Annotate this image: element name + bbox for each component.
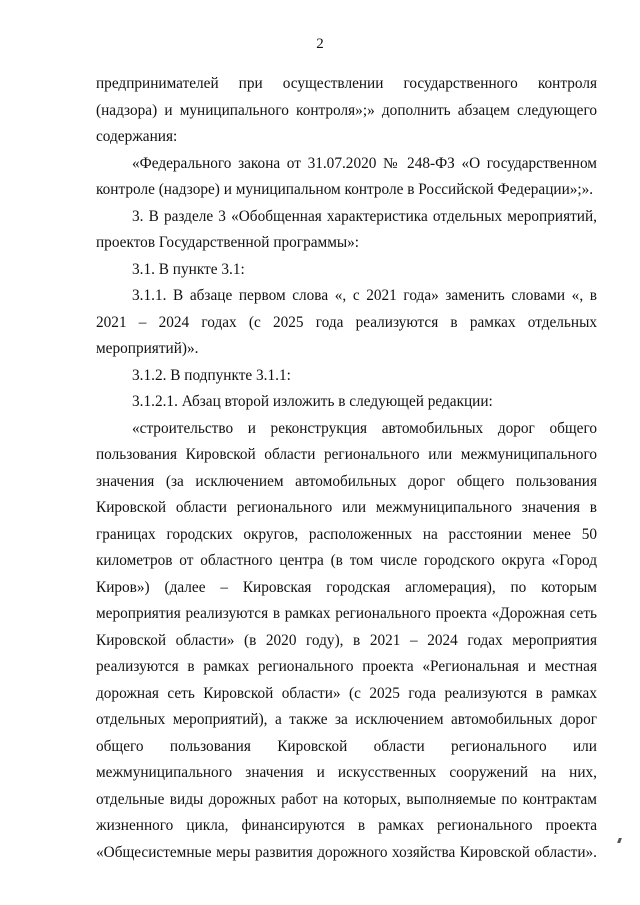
document-body: [96, 71, 597, 866]
paragraph-3-1-2-1: 3.1.2.1. Абзац второй изложить в следующей редакции:: [132, 393, 493, 410]
scan-mark: [617, 838, 622, 843]
paragraph-federal-law: «Федерального закона от 31.07.2020 № 248-ФЗ «О государственном контроле (надзоре) и муниципальном контроле в Российской Федерации»;».: [96, 154, 597, 198]
page-number: 2: [316, 36, 324, 52]
paragraph-3-1: 3.1. В пункте 3.1:: [132, 260, 245, 278]
paragraph-section-3: 3. В разделе 3 «Обобщенная характеристика отдельных мероприятий, проектов Государственной программы»:: [96, 207, 597, 251]
paragraph-new-wording: «строительство и реконструкция автомобильных дорог общего пользования Кировской области регионального или межмуниципального значения (за исключением автомобильных дорог общего пользования Кировской области регионального или межмуниципального значения в границах городских округов, расположенных на расстоянии менее 50 километров от областного центра (в том числе городского округа «Город Киров») (далее – Кировская городская агломерация), по которым мероприятия реализуются в рамках регионального проекта «Дорожная сеть Кировской области» (в 2020 году), в 2021 – 2024 годах мероприятия реализуются в рамках регионального проекта «Региональная и местная дорожная сеть Кировской области» (с 2025 года реализуются в рамках отдельных мероприятий), а также за исключением автомобильных дорог общего пользования Кировской области регионального или межмуниципального значения и искусственных сооружений на них, отдельные виды дорожных работ на которых, выполняемые по контрактам жизненного цикла, финансируются в рамках регионального проекта «Общесистемные меры развития дорожного хозяйства Кировской области».: [96, 419, 597, 861]
paragraph-3-1-2: 3.1.2. В подпункте 3.1.1:: [132, 366, 291, 384]
paragraph-continuation: предпринимателей при осуществлении государственного контроля (надзора) и муниципального контроля»;» дополнить абзацем следующего содержания:: [96, 75, 597, 145]
paragraph-3-1-1: 3.1.1. В абзаце первом слова «, с 2021 года» заменить словами «, в 2021 – 2024 годах (с 2025 года реализуются в рамках отдельных мероприятий)».: [96, 287, 597, 357]
